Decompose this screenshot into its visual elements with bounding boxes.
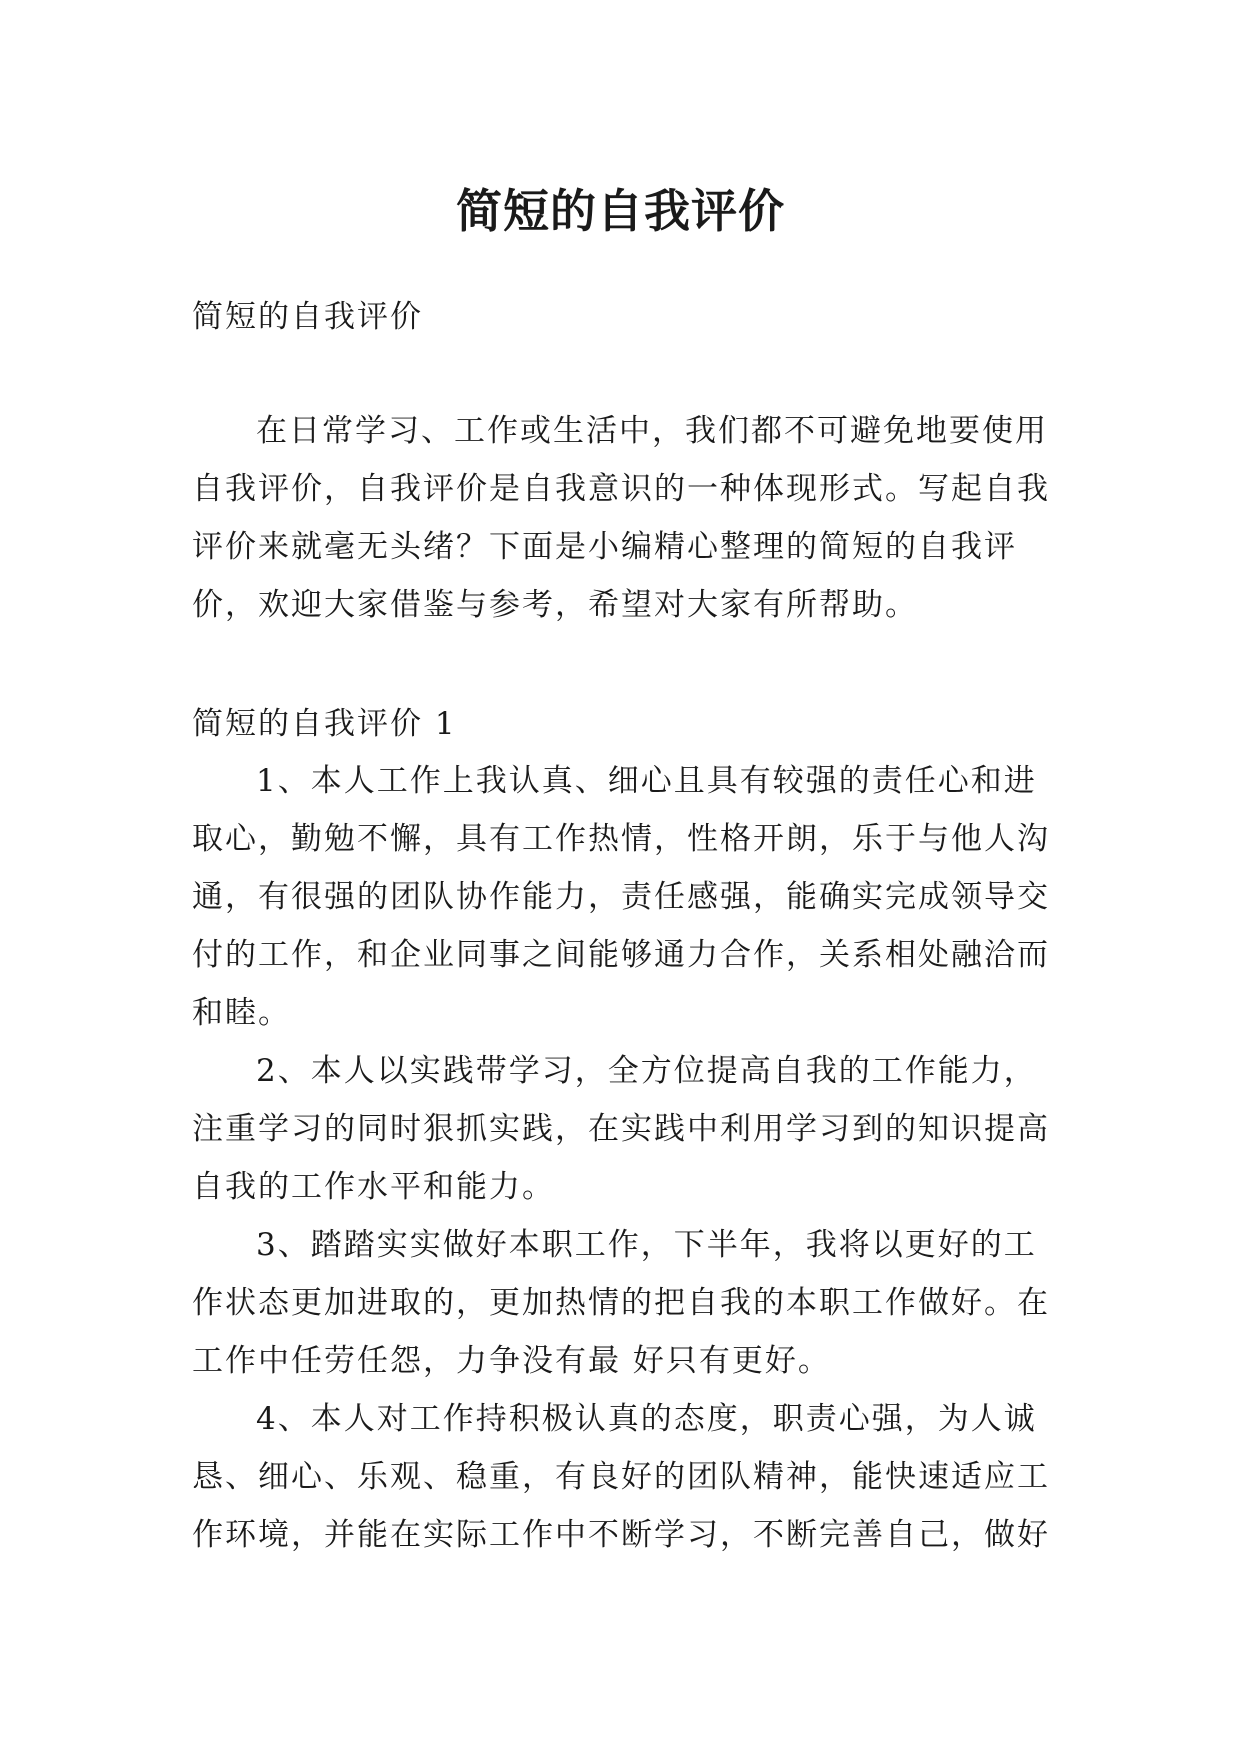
evaluation-item-3: 3、踏踏实实做好本职工作，下半年，我将以更好的工作状态更加进取的，更加热情的把自我的本职工作做好。在工作中任劳任怨，力争没有最 好只有更好。	[192, 1227, 1050, 1379]
document-title: 简短的自我评价	[456, 183, 785, 238]
evaluation-item-1: 1、本人工作上我认真、细心且具有较强的责任心和进取心，勤勉不懈，具有工作热情，性格开朗，乐于与他人沟通，有很强的团队协作能力，责任感强，能确实完成领导交付的工作，和企业同事之间能够通力合作，关系相处融洽而和睦。	[192, 763, 1050, 1031]
document-subtitle: 简短的自我评价	[192, 299, 423, 335]
evaluation-list	[192, 752, 1052, 1564]
intro-paragraph: 在日常学习、工作或生活中，我们都不可避免地要使用自我评价，自我评价是自我意识的一种体现形式。写起自我评价来就毫无头绪？下面是小编精心整理的简短的自我评价，欢迎大家借鉴与参考，希望对大家有所帮助。	[192, 413, 1050, 623]
evaluation-item-4: 4、本人对工作持积极认真的态度，职责心强，为人诚恳、细心、乐观、稳重，有良好的团队精神，能快速适应工作环境，并能在实际工作中不断学习，不断完善自己，做好	[192, 1401, 1050, 1553]
evaluation-item-2: 2、本人以实践带学习，全方位提高自我的工作能力，注重学习的同时狠抓实践，在实践中利用学习到的知识提高自我的工作水平和能力。	[192, 1053, 1050, 1205]
section-heading: 简短的自我评价 1	[192, 706, 457, 742]
